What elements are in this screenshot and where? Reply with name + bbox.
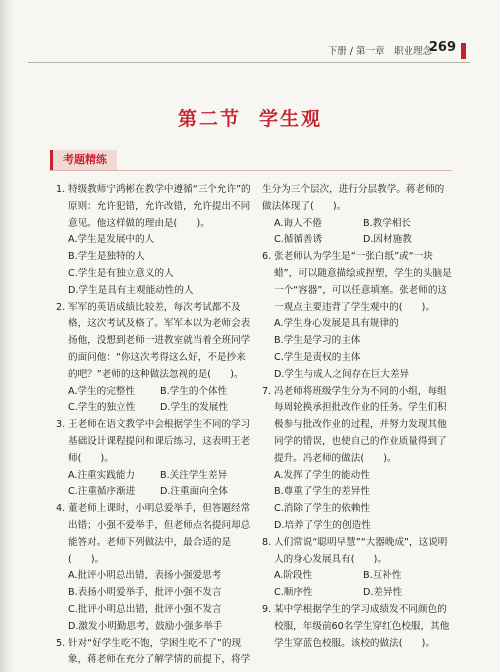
question-number: 6. — [262, 251, 272, 263]
question-option: A.学生是发展中的人 — [68, 234, 155, 246]
section-title — [0, 104, 500, 131]
question-options — [262, 468, 452, 535]
question-item — [56, 501, 252, 635]
running-header — [0, 40, 500, 64]
section-name: 学生观 — [259, 108, 323, 130]
question-option: A.发挥了学生的能动性 — [274, 469, 370, 481]
question-option: A.学生的完整性 — [68, 385, 136, 397]
question-number: 8. — [262, 536, 272, 548]
question-option: C.学生的独立性 — [68, 402, 136, 414]
question-options — [56, 568, 252, 635]
header-accent-bar — [461, 43, 466, 59]
question-option: A.学生身心发展是具有规律的 — [274, 318, 399, 330]
header-breadcrumb: 下册 / 第一章 职业理念 — [327, 46, 432, 57]
question-item — [56, 182, 252, 300]
question-option: B.表扬小明爱举手，批评小强不发言 — [68, 587, 222, 599]
question-item — [262, 249, 452, 383]
question-option: B.关注学生差异 — [160, 469, 228, 481]
question-option: C.学生是责权的主体 — [274, 351, 361, 363]
question-stem — [262, 249, 452, 316]
question-option: B.学生是独特的人 — [68, 251, 145, 263]
question-option: D.差异性 — [363, 587, 403, 599]
question-options — [56, 468, 252, 502]
header-divider — [28, 62, 470, 63]
question-option: C.循循善诱 — [274, 234, 323, 246]
question-number: 5. — [56, 637, 66, 649]
question-item — [56, 636, 252, 670]
page-number: 269 — [428, 40, 456, 55]
question-options — [262, 568, 452, 602]
exercise-divider — [50, 170, 452, 171]
question-number: 7. — [262, 385, 272, 397]
question-text: 针对“好学生吃不饱，学困生吃不了”的现象，蒋老师在充分了解学情的前提下，将学 — [68, 637, 251, 666]
question-stem — [56, 501, 252, 568]
exercise-tab: 考题精练 — [50, 150, 117, 170]
question-option: A.注重实践能力 — [68, 469, 136, 481]
question-option: D.培养了学生的创造性 — [274, 519, 371, 531]
question-option: B.教学相长 — [363, 217, 412, 229]
question-options — [262, 316, 452, 383]
question-number: 2. — [56, 301, 66, 313]
question-text: 特级教师宁鸿彬在教学中遵循“三个允许”的原则：允许犯错，允许改错，允许提出不同意见。他这样做的理由是( )。 — [68, 184, 251, 229]
page-edge-shadow — [0, 0, 14, 672]
question-option: D.学生是具有主观能动性的人 — [68, 284, 194, 296]
question-number: 3. — [56, 419, 66, 431]
question-item — [56, 417, 252, 501]
question-stem — [262, 602, 452, 652]
question-text: 董老师上课时，小明总爱举手，但答题经常出错；小强不爱举手，但老师点名提问却总能答对。老师下列做法中，最合适的是( )。 — [68, 503, 251, 565]
question-option: C.学生是有独立意义的人 — [68, 267, 174, 279]
question-stem — [262, 535, 452, 569]
question-number: 4. — [56, 503, 66, 515]
question-option: A.阶段性 — [274, 570, 313, 582]
question-option: A.诲人不倦 — [274, 217, 322, 229]
question-options — [56, 232, 252, 299]
question-text: 冯老师将班级学生分为不同的小组，每组每周轮换承担批改作业的任务。学生们积极参与批改作业的过程，并努力发现其他同学的错误，也使自己的作业质量得到了提升。冯老师的做法( )。 — [274, 385, 447, 464]
question-option: D.激发小明勤思考，鼓励小强多举手 — [68, 620, 223, 632]
question-5-options — [262, 216, 452, 250]
right-column — [262, 182, 452, 652]
question-number: 9. — [262, 603, 272, 615]
question-number: 1. — [56, 184, 66, 195]
question-option: B.互补性 — [363, 570, 402, 582]
question-option: C.批评小明总出错，批评小强不发言 — [68, 603, 222, 615]
question-stem — [262, 384, 452, 468]
left-column — [56, 182, 252, 669]
question-text: 某中学根据学生的学习成绩发不同颜色的校服，年级前60名学生穿红色校服，其他学生穿蓝色校服。该校的做法( )。 — [274, 603, 450, 649]
question-stem — [56, 636, 252, 670]
question-option: D.注重面向全体 — [160, 486, 228, 498]
question-item — [56, 300, 252, 418]
section-number: 第二节 — [177, 108, 241, 130]
question-option: D.因材施教 — [363, 234, 412, 246]
question-item — [262, 535, 452, 602]
question-text: 军军的英语成绩比较差，每次考试都不及格，这次考试及格了。军军本以为老师会表扬他，没想到老师一进教室就当着全班同学的面问他：“你这次考得这么好，不是抄来的吧？”老师的这种做法忽视的是( )。 — [68, 301, 251, 380]
question-item — [262, 602, 452, 652]
question-item — [262, 384, 452, 535]
question-option: C.消除了学生的依赖性 — [274, 503, 371, 515]
question-text: 人们常说“聪明早慧”“大器晚成”，这说明人的身心发展具有( )。 — [274, 536, 448, 565]
question-5-continuation-text: 生分为三个层次，进行分层教学。蒋老师的做法体现了( )。 — [262, 184, 445, 212]
question-option: D.学生与成人之间存在巨大差异 — [274, 368, 410, 380]
question-text: 张老师认为学生是“一张白纸”或“一块蜡”，可以随意描绘或捏塑，学生的头脑是一个“容器”，可以任意填塞。张老师的这一观点主要违背了学生观中的( )。 — [274, 251, 452, 313]
question-stem — [56, 182, 252, 232]
question-5-continued — [262, 182, 452, 249]
question-option: B.学生的个体性 — [160, 385, 228, 397]
question-option: C.顺序性 — [274, 587, 313, 599]
question-option: A.批评小明总出错，表扬小强爱思考 — [68, 570, 222, 582]
question-option: B.尊重了学生的差异性 — [274, 486, 370, 498]
question-options — [56, 384, 252, 418]
question-stem — [56, 417, 252, 467]
question-option: B.学生是学习的主体 — [274, 335, 361, 347]
question-option: C.注重循序渐进 — [68, 486, 136, 498]
question-stem — [56, 300, 252, 384]
question-text: 王老师在语文教学中会根据学生不同的学习基础设计课程提问和课后练习，这表明王老师( )。 — [68, 419, 251, 464]
question-option: D.学生的发展性 — [160, 402, 228, 414]
